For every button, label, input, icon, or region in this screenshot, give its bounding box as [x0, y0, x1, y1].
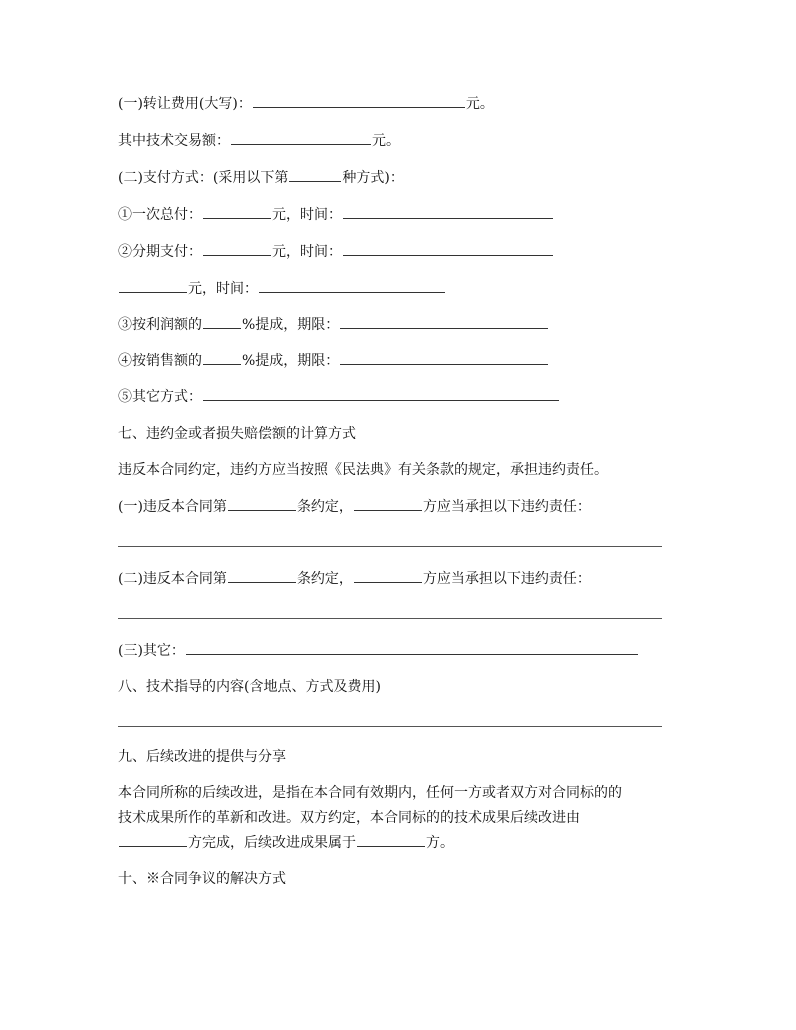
pay-install-mid: 元，时间：: [272, 244, 342, 260]
pay-install2-amount-blank[interactable]: [119, 278, 187, 293]
tech-trade-label: 其中技术交易额：: [118, 133, 230, 149]
section10-heading: 十、※合同争议的解决方式: [118, 871, 286, 887]
tech-trade-blank[interactable]: [231, 130, 371, 145]
pay-install-amount-blank[interactable]: [203, 241, 271, 256]
transfer-fee-blank[interactable]: [253, 93, 465, 108]
pay-once-amount-blank[interactable]: [203, 204, 271, 219]
breach2-suffix: 方应当承担以下违约责任：: [422, 571, 591, 587]
pay-once-time-blank[interactable]: [343, 204, 553, 219]
pay-sales-prefix: ④按销售额的: [118, 353, 202, 369]
pay-profit-suffix: %提成，期限：: [242, 317, 340, 333]
breach2-line: [118, 568, 591, 589]
breach2-clause-blank[interactable]: [228, 568, 296, 583]
pay-install-line: [118, 241, 554, 262]
tech-trade-unit: 元。: [372, 133, 400, 149]
section8-fill-line[interactable]: [118, 726, 662, 727]
pay-profit-prefix: ③按利润额的: [118, 317, 202, 333]
breach2-prefix: (二)违反本合同第: [118, 571, 227, 587]
payment-method-blank[interactable]: [289, 167, 341, 182]
breach2-mid: 条约定，: [296, 571, 353, 587]
breach1-party-blank[interactable]: [354, 496, 422, 511]
breach1-suffix: 方应当承担以下违约责任：: [422, 499, 591, 515]
payment-method-prefix: (二)支付方式：(采用以下第: [118, 170, 289, 186]
pay-install2-time-blank[interactable]: [259, 278, 445, 293]
pay-install2-line: [118, 278, 446, 299]
pay-sales-percent-blank[interactable]: [203, 350, 241, 365]
payment-method-line: [118, 167, 404, 188]
section9-heading: 九、后续改进的提供与分享: [118, 749, 286, 765]
payment-method-suffix: 种方式)：: [342, 170, 404, 186]
section9-para1: 本合同所称的后续改进，是指在本合同有效期内，任何一方或者双方对合同标的的: [118, 785, 622, 801]
section9-completer-blank[interactable]: [119, 832, 187, 847]
section9-para2: 技术成果所作的革新和改进。双方约定，本合同标的的技术成果后续改进由: [118, 810, 580, 826]
pay-profit-term-blank[interactable]: [340, 314, 548, 329]
pay-install2-mid: 元，时间：: [188, 281, 258, 297]
transfer-fee-label: (一)转让费用(大写)：: [118, 96, 252, 112]
pay-once-line: [118, 204, 554, 225]
section9-owner-blank[interactable]: [357, 832, 425, 847]
section9-para3: [118, 832, 454, 853]
pay-other-line: [118, 386, 560, 407]
section9-para3-mid: 方完成，后续改进成果属于: [188, 835, 356, 851]
pay-install-label: ②分期支付：: [118, 244, 202, 260]
pay-sales-suffix: %提成，期限：: [242, 353, 340, 369]
transfer-fee-line: [118, 93, 494, 114]
pay-profit-percent-blank[interactable]: [203, 314, 241, 329]
tech-trade-line: [118, 130, 400, 151]
pay-sales-term-blank[interactable]: [340, 350, 548, 365]
breach1-fill-line[interactable]: [118, 546, 662, 547]
transfer-fee-unit: 元。: [465, 96, 494, 112]
pay-other-blank[interactable]: [203, 386, 559, 401]
breach3-label: (三)其它：: [118, 643, 185, 659]
pay-once-label: ①一次总付：: [118, 207, 202, 223]
section7-heading: 七、违约金或者损失赔偿额的计算方式: [118, 426, 356, 442]
pay-other-label: ⑤其它方式：: [118, 389, 202, 405]
breach2-party-blank[interactable]: [354, 568, 422, 583]
section8-heading: 八、技术指导的内容(含地点、方式及费用): [118, 679, 381, 695]
breach2-fill-line[interactable]: [118, 618, 662, 619]
section9-para3-suffix: 方。: [426, 835, 454, 851]
pay-sales-line: [118, 350, 549, 371]
pay-install-time-blank[interactable]: [343, 241, 553, 256]
breach3-blank[interactable]: [186, 640, 638, 655]
breach1-mid: 条约定，: [296, 499, 353, 515]
breach3-line: [118, 640, 639, 661]
breach1-prefix: (一)违反本合同第: [118, 499, 227, 515]
breach1-line: [118, 496, 591, 517]
breach1-clause-blank[interactable]: [228, 496, 296, 511]
pay-profit-line: [118, 314, 549, 335]
section7-intro: 违反本合同约定，违约方应当按照《民法典》有关条款的规定，承担违约责任。: [118, 462, 608, 478]
pay-once-mid: 元，时间：: [272, 207, 342, 223]
